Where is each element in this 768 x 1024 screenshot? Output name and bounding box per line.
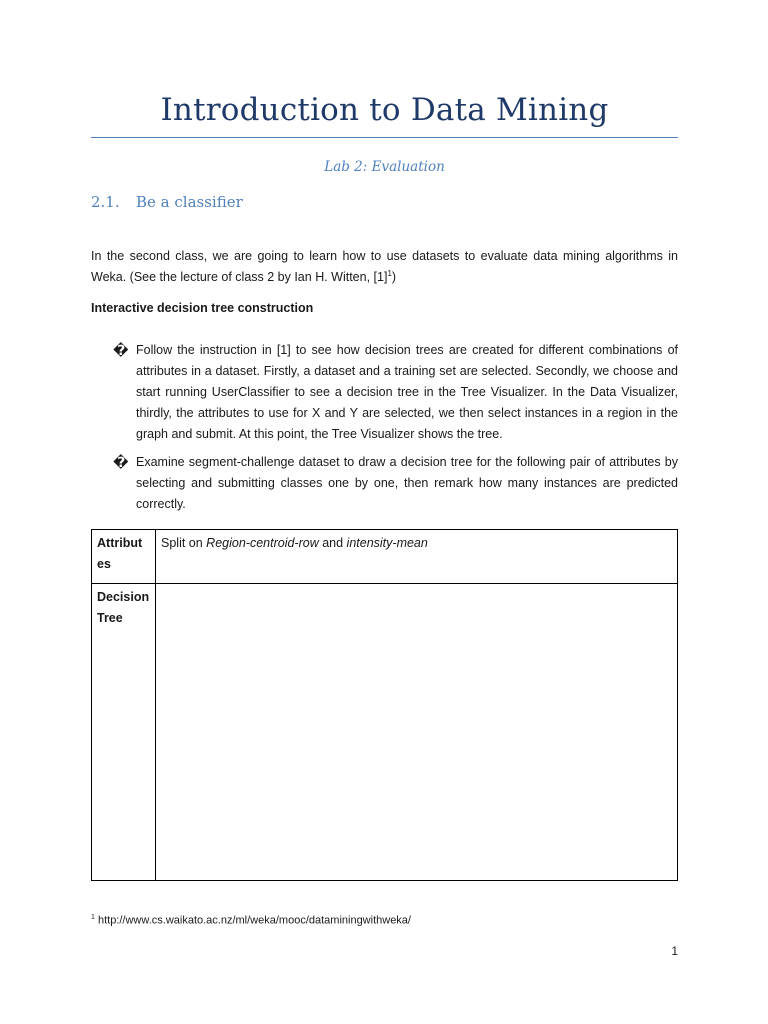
footnote-marker: 1 (91, 914, 95, 921)
answer-table (91, 529, 678, 881)
table-cell-label (92, 530, 156, 584)
footnote-link[interactable]: http://www.cs.waikato.ac.nz/ml/weka/mooc/dataminingwithweka/ (94, 914, 411, 927)
table-row (92, 530, 678, 584)
bullet-icon: � (113, 342, 129, 358)
document-title: Introduction to Data Mining (160, 92, 609, 128)
page-number: 1 (671, 944, 678, 958)
table-cell-attributes (156, 530, 678, 584)
list-item-text: Follow the instruction in [1] to see how decision trees are created for different combinations of attributes in a dataset. Firstly, a dataset and a training set are selected. Secondly, we choose and start running UserClassifier to see a decision tree in the Tree Visualizer. In the Data Visualizer, thirdly, the attributes to use for X and Y are selected, we then select instances in a region in the graph and submit. At this point, the Tree Visualizer shows the tree. (136, 343, 678, 441)
attribute-name: intensity-mean (346, 536, 428, 550)
decision-tree-answer-area[interactable] (156, 584, 678, 881)
split-prefix: Split on (161, 536, 207, 550)
intro-text: In the second class, we are going to learn how to use datasets to evaluate data mining algorithms in Weka. (See the lecture of class 2 by Ian H. Witten, [1] (91, 249, 678, 284)
footnote-reference[interactable]: 1 (387, 268, 392, 278)
decision-tree-label-line1: Decision (97, 590, 150, 604)
list-item (113, 340, 678, 445)
document-subtitle: Lab 2: Evaluation (324, 159, 445, 175)
table-row (92, 584, 678, 881)
decision-tree-label-line2: Tree (97, 611, 123, 625)
list-item (113, 452, 678, 515)
intro-close: ) (391, 270, 397, 284)
bullet-icon: � (113, 454, 129, 470)
attribute-name: Region-centroid-row (206, 536, 319, 550)
attributes-label-line1: Attribut (97, 536, 143, 550)
table-cell-label (92, 584, 156, 881)
title-underline (91, 137, 678, 138)
split-and: and (318, 536, 347, 550)
section-title: Be a classifier (136, 193, 243, 211)
section-number: 2.1. (91, 193, 120, 211)
subheading: Interactive decision tree construction (91, 301, 314, 315)
section-heading (91, 193, 243, 211)
list-item-text: Examine segment-challenge dataset to draw a decision tree for the following pair of attributes by selecting and submitting classes one by one, then remark how many instances are predicted correctly. (136, 455, 678, 511)
intro-paragraph (91, 246, 678, 288)
footnote (91, 914, 411, 927)
attributes-label-line2: es (97, 557, 111, 571)
